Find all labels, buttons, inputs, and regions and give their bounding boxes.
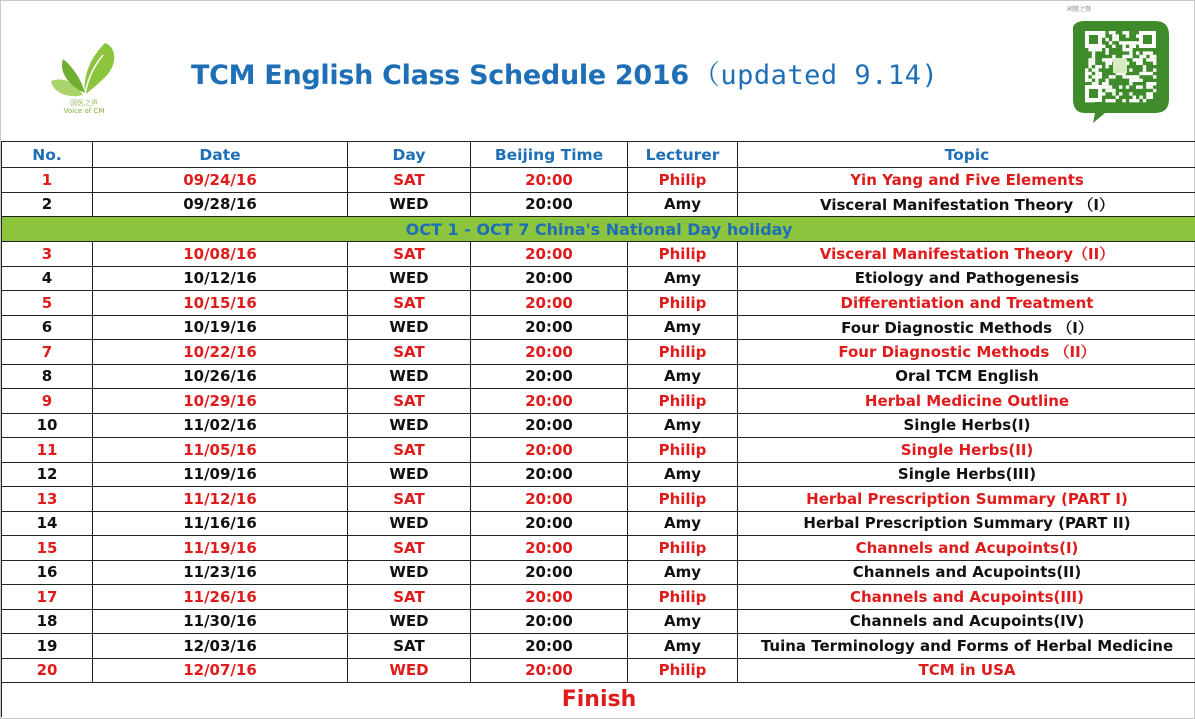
cell-lecturer: Amy — [628, 364, 738, 389]
cell-topic: Single Herbs(III) — [738, 462, 1195, 487]
cell-date: 10/08/16 — [93, 242, 348, 267]
cell-date: 10/19/16 — [93, 315, 348, 340]
cell-topic: Differentiation and Treatment — [738, 291, 1195, 316]
cell-no: 2 — [2, 192, 93, 217]
cell-topic: Visceral Manifestation Theory（II） — [738, 242, 1195, 267]
cell-topic: Etiology and Pathogenesis — [738, 266, 1195, 291]
cell-lecturer: Philip — [628, 168, 738, 193]
cell-no: 5 — [2, 291, 93, 316]
cell-lecturer: Amy — [628, 634, 738, 659]
cell-lecturer: Philip — [628, 585, 738, 610]
leaf-logo-icon — [45, 37, 123, 99]
cell-no: 19 — [2, 634, 93, 659]
cell-date: 11/30/16 — [93, 609, 348, 634]
table-row — [2, 609, 1195, 634]
cell-lecturer: Amy — [628, 413, 738, 438]
cell-date: 11/02/16 — [93, 413, 348, 438]
cell-no: 13 — [2, 487, 93, 512]
cell-no: 7 — [2, 340, 93, 365]
cell-lecturer: Philip — [628, 536, 738, 561]
cell-lecturer: Philip — [628, 291, 738, 316]
qr-code-icon — [1065, 17, 1173, 125]
table-row — [2, 658, 1195, 683]
cell-lecturer: Amy — [628, 462, 738, 487]
table-header-row — [2, 142, 1195, 168]
cell-time: 20:00 — [471, 609, 628, 634]
cell-date: 11/19/16 — [93, 536, 348, 561]
cell-date: 10/22/16 — [93, 340, 348, 365]
cell-no: 10 — [2, 413, 93, 438]
cell-day: SAT — [348, 242, 471, 267]
column-header-date: Date — [93, 142, 348, 168]
table-row — [2, 585, 1195, 610]
cell-time: 20:00 — [471, 487, 628, 512]
title-update: （updated 9.14) — [692, 60, 939, 91]
cell-no: 18 — [2, 609, 93, 634]
cell-day: SAT — [348, 168, 471, 193]
cell-topic: Yin Yang and Five Elements — [738, 168, 1195, 193]
cell-lecturer: Philip — [628, 389, 738, 414]
holiday-notice: OCT 1 - OCT 7 China's National Day holiday — [2, 217, 1195, 242]
cell-no: 3 — [2, 242, 93, 267]
cell-time: 20:00 — [471, 413, 628, 438]
cell-no: 14 — [2, 511, 93, 536]
cell-day: SAT — [348, 536, 471, 561]
column-header-topic: Topic — [738, 142, 1195, 168]
page-title — [191, 53, 938, 92]
cell-lecturer: Philip — [628, 340, 738, 365]
table-row — [2, 389, 1195, 414]
cell-day: SAT — [348, 389, 471, 414]
cell-no: 12 — [2, 462, 93, 487]
cell-date: 11/12/16 — [93, 487, 348, 512]
table-row — [2, 340, 1195, 365]
cell-date: 09/24/16 — [93, 168, 348, 193]
cell-time: 20:00 — [471, 585, 628, 610]
table-row — [2, 291, 1195, 316]
table-row — [2, 462, 1195, 487]
cell-no: 20 — [2, 658, 93, 683]
cell-date: 10/12/16 — [93, 266, 348, 291]
cell-topic: Visceral Manifestation Theory （I） — [738, 192, 1195, 217]
cell-time: 20:00 — [471, 462, 628, 487]
schedule-table — [1, 141, 1195, 717]
cell-no: 8 — [2, 364, 93, 389]
cell-topic: Channels and Acupoints(I) — [738, 536, 1195, 561]
cell-lecturer: Philip — [628, 487, 738, 512]
cell-lecturer: Philip — [628, 438, 738, 463]
cell-no: 17 — [2, 585, 93, 610]
cell-date: 10/29/16 — [93, 389, 348, 414]
cell-day: WED — [348, 192, 471, 217]
table-row — [2, 364, 1195, 389]
cell-time: 20:00 — [471, 168, 628, 193]
cell-day: WED — [348, 413, 471, 438]
cell-day: SAT — [348, 585, 471, 610]
table-row — [2, 634, 1195, 659]
cell-date: 10/15/16 — [93, 291, 348, 316]
cell-lecturer: Amy — [628, 560, 738, 585]
cell-topic: Single Herbs(I) — [738, 413, 1195, 438]
cell-time: 20:00 — [471, 511, 628, 536]
cell-date: 11/09/16 — [93, 462, 348, 487]
cell-day: WED — [348, 511, 471, 536]
cell-date: 11/05/16 — [93, 438, 348, 463]
table-row — [2, 192, 1195, 217]
cell-topic: TCM in USA — [738, 658, 1195, 683]
cell-topic: Channels and Acupoints(II) — [738, 560, 1195, 585]
cell-time: 20:00 — [471, 242, 628, 267]
cell-date: 09/28/16 — [93, 192, 348, 217]
cell-date: 12/07/16 — [93, 658, 348, 683]
logo-subtext: Voice of CM — [63, 107, 105, 115]
cell-day: SAT — [348, 634, 471, 659]
logo-text: 国医之声 — [70, 99, 98, 107]
qr-caption: 國醫之聲 — [1067, 6, 1092, 13]
table-row — [2, 315, 1195, 340]
cell-no: 4 — [2, 266, 93, 291]
cell-topic: Tuina Terminology and Forms of Herbal Medicine — [738, 634, 1195, 659]
table-row — [2, 487, 1195, 512]
cell-time: 20:00 — [471, 291, 628, 316]
column-header-lecturer: Lecturer — [628, 142, 738, 168]
cell-time: 20:00 — [471, 340, 628, 365]
voice-of-cm-logo — [45, 37, 123, 121]
cell-time: 20:00 — [471, 438, 628, 463]
cell-day: WED — [348, 658, 471, 683]
cell-lecturer: Amy — [628, 511, 738, 536]
cell-topic: Four Diagnostic Methods （I） — [738, 315, 1195, 340]
cell-no: 15 — [2, 536, 93, 561]
header — [1, 1, 1195, 141]
table-row — [2, 560, 1195, 585]
holiday-row — [2, 217, 1195, 242]
table-row — [2, 511, 1195, 536]
cell-time: 20:00 — [471, 634, 628, 659]
column-header-time: Beijing Time — [471, 142, 628, 168]
finish-label: Finish — [2, 683, 1195, 717]
cell-no: 16 — [2, 560, 93, 585]
cell-time: 20:00 — [471, 192, 628, 217]
cell-date: 11/16/16 — [93, 511, 348, 536]
table-row — [2, 536, 1195, 561]
cell-topic: Oral TCM English — [738, 364, 1195, 389]
cell-day: SAT — [348, 438, 471, 463]
table-row — [2, 438, 1195, 463]
cell-topic: Single Herbs(II) — [738, 438, 1195, 463]
cell-lecturer: Amy — [628, 609, 738, 634]
cell-topic: Herbal Prescription Summary (PART I) — [738, 487, 1195, 512]
cell-lecturer: Amy — [628, 266, 738, 291]
cell-topic: Herbal Medicine Outline — [738, 389, 1195, 414]
table-row — [2, 168, 1195, 193]
cell-day: WED — [348, 364, 471, 389]
cell-time: 20:00 — [471, 658, 628, 683]
table-row — [2, 266, 1195, 291]
cell-topic: Channels and Acupoints(III) — [738, 585, 1195, 610]
cell-date: 12/03/16 — [93, 634, 348, 659]
cell-day: SAT — [348, 340, 471, 365]
cell-date: 10/26/16 — [93, 364, 348, 389]
cell-no: 1 — [2, 168, 93, 193]
cell-date: 11/23/16 — [93, 560, 348, 585]
cell-day: WED — [348, 462, 471, 487]
column-header-no: No. — [2, 142, 93, 168]
title-main: TCM English Class Schedule 2016 — [191, 60, 689, 91]
cell-topic: Herbal Prescription Summary (PART II) — [738, 511, 1195, 536]
cell-time: 20:00 — [471, 560, 628, 585]
cell-date: 11/26/16 — [93, 585, 348, 610]
cell-day: WED — [348, 560, 471, 585]
cell-no: 9 — [2, 389, 93, 414]
cell-day: SAT — [348, 487, 471, 512]
cell-lecturer: Philip — [628, 242, 738, 267]
cell-day: SAT — [348, 291, 471, 316]
cell-day: WED — [348, 609, 471, 634]
cell-lecturer: Amy — [628, 192, 738, 217]
column-header-day: Day — [348, 142, 471, 168]
table-row — [2, 413, 1195, 438]
cell-day: WED — [348, 266, 471, 291]
cell-no: 11 — [2, 438, 93, 463]
cell-time: 20:00 — [471, 536, 628, 561]
cell-time: 20:00 — [471, 266, 628, 291]
cell-topic: Four Diagnostic Methods （II） — [738, 340, 1195, 365]
cell-time: 20:00 — [471, 389, 628, 414]
cell-no: 6 — [2, 315, 93, 340]
cell-time: 20:00 — [471, 364, 628, 389]
cell-topic: Channels and Acupoints(IV) — [738, 609, 1195, 634]
cell-day: WED — [348, 315, 471, 340]
cell-lecturer: Amy — [628, 315, 738, 340]
cell-time: 20:00 — [471, 315, 628, 340]
cell-lecturer: Philip — [628, 658, 738, 683]
table-row — [2, 242, 1195, 267]
finish-row — [2, 683, 1195, 717]
